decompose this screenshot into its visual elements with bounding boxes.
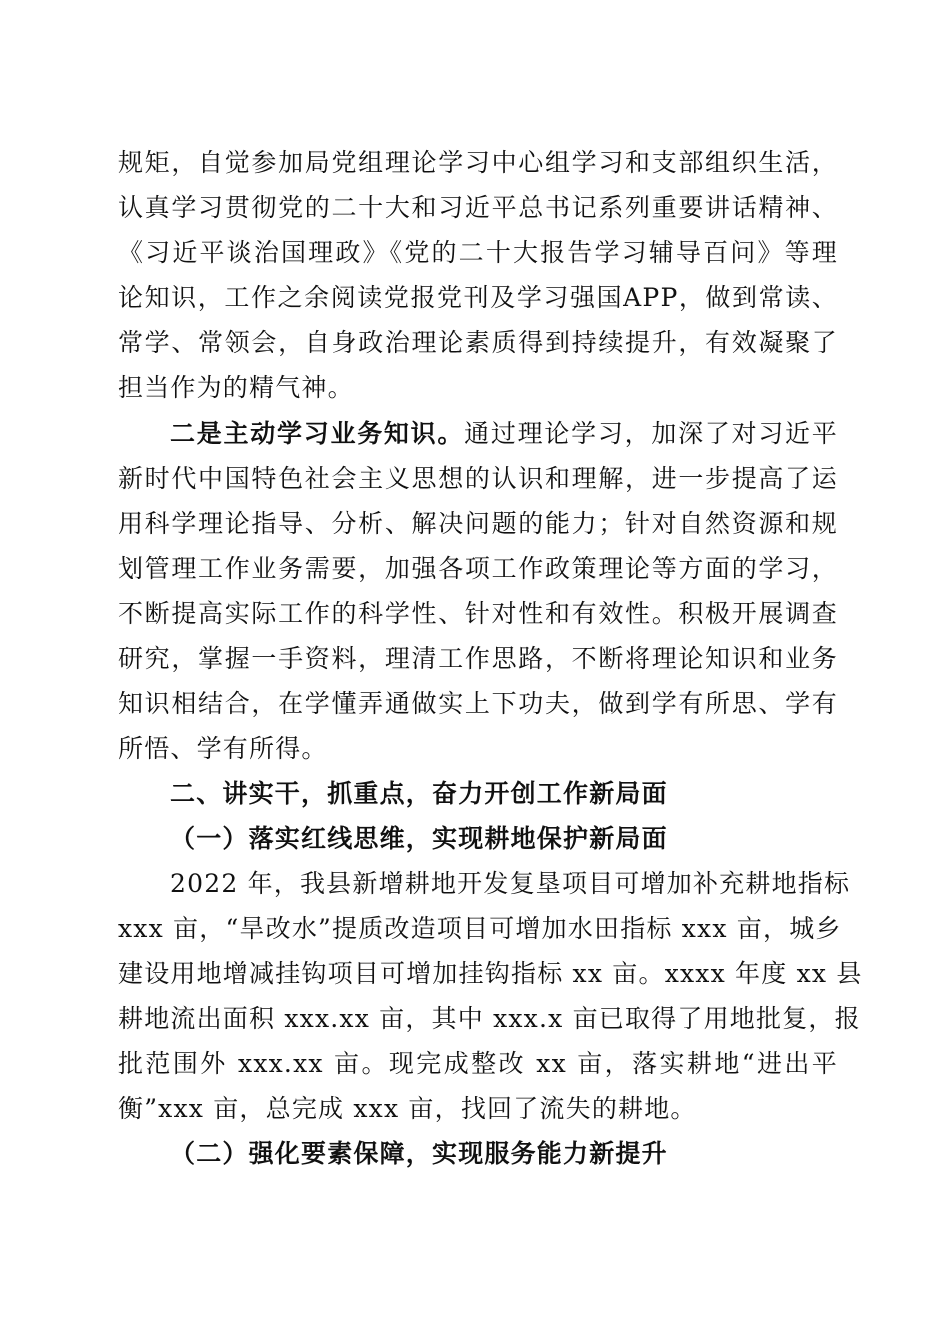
paragraph-line: 论知识，工作之余阅读党报党刊及学习强国APP，做到常读、 [118, 283, 838, 312]
paragraph-line: xxx 亩，“旱改水”提质改造项目可增加水田指标 xxx 亩，城乡 [118, 914, 842, 943]
paragraph-line: 新时代中国特色社会主义思想的认识和理解，进一步提高了运 [118, 464, 838, 493]
paragraph-line: 《习近平谈治国理政》《党的二十大报告学习辅导百问》等理 [118, 238, 838, 267]
paragraph-lead: 二是主动学习业务知识。 [170, 419, 465, 448]
paragraph-line: 担当作为的精气神。 [118, 373, 354, 402]
paragraph-line: 建设用地增减挂钩项目可增加挂钩指标 xx 亩。xxxx 年度 xx 县 [118, 959, 863, 988]
paragraph-line: 常学、常领会，自身政治理论素质得到持续提升，有效凝聚了 [118, 328, 838, 357]
paragraph-line: 不断提高实际工作的科学性、针对性和有效性。积极开展调查 [118, 599, 838, 628]
subsection-heading: （一）落实红线思维，实现耕地保护新局面 [170, 824, 668, 853]
section-heading: 二、讲实干，抓重点，奋力开创工作新局面 [170, 779, 668, 808]
paragraph-line: 知识相结合，在学懂弄通做实上下功夫，做到学有所思、学有 [118, 689, 838, 718]
paragraph-line: 规矩，自觉参加局党组理论学习中心组学习和支部组织生活， [118, 148, 838, 177]
paragraph-line: 用科学理论指导、分析、解决问题的能力；针对自然资源和规 [118, 509, 838, 538]
paragraph-line: 所悟、学有所得。 [118, 734, 328, 763]
subsection-heading: （二）强化要素保障，实现服务能力新提升 [170, 1139, 668, 1168]
paragraph-line: 认真学习贯彻党的二十大和习近平总书记系列重要讲话精神、 [118, 193, 838, 222]
paragraph-line: 衡”xxx 亩，总完成 xxx 亩，找回了流失的耕地。 [118, 1094, 697, 1123]
paragraph-line: 研究，掌握一手资料，理清工作思路，不断将理论知识和业务 [118, 644, 838, 673]
paragraph-first-rest: 通过理论学习，加深了对习近平 [464, 419, 838, 448]
paragraph-first-line: 2022 年，我县新增耕地开发复垦项目可增加补充耕地指标 [170, 869, 851, 898]
paragraph-first-line [170, 412, 838, 456]
paragraph-line: 耕地流出面积 xxx.xx 亩，其中 xxx.x 亩已取得了用地批复，报 [118, 1004, 861, 1033]
paragraph-line: 批范围外 xxx.xx 亩。现完成整改 xx 亩，落实耕地“进出平 [118, 1049, 838, 1078]
paragraph-line: 划管理工作业务需要，加强各项工作政策理论等方面的学习， [118, 554, 838, 583]
